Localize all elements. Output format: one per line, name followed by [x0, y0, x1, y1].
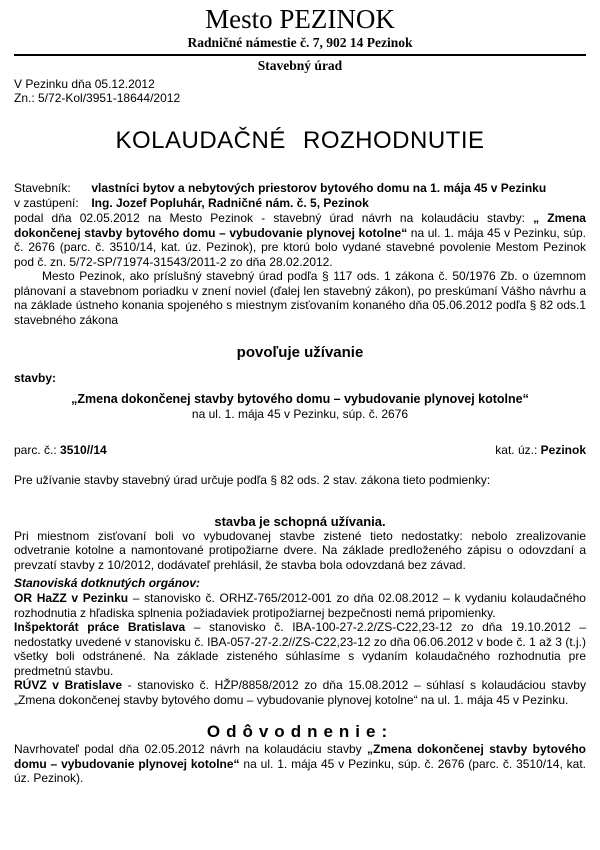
construction-location: na ul. 1. mája 45 v Pezinku, súp. č. 2676 — [191, 407, 409, 421]
justification-text-start: Navrhovateľ podal dňa 02.05.2012 návrh na kolaudáciu stavby — [14, 742, 368, 756]
paragraph-opinion-inspektorat — [14, 620, 586, 678]
builder-label: Stavebník: — [14, 181, 71, 195]
cadastre-cell — [495, 443, 586, 458]
paragraph-authority: Mesto Pezinok, ako príslušný stavebný úrad podľa § 117 ods. 1 zákona č. 50/1976 Zb. o územnom plánovaní a stavebnom poriadku v znení noviel (ďalej len stavebný zákon), po preskúmaní Vášho návrhu a na základe ústneho konania spojeného s miestnym zisťovaním konaného dňa 05.06.2012 podľa § 82 ods.1 stavebného zákona — [14, 269, 586, 327]
cadastre-label: kat. úz.: — [495, 442, 541, 457]
justification-construction-name: „Zmena dokončenej stavby bytového domu – vybudovanie plynovej kotolne“ — [14, 742, 587, 771]
document-meta — [14, 77, 586, 105]
inspektorat-authority-name: Inšpektorát práce Bratislava — [14, 620, 186, 634]
permit-heading: povoľuje užívanie — [236, 344, 364, 361]
parcel-row — [14, 443, 586, 458]
paragraph-opinion-ruvz — [14, 678, 586, 707]
document-title: KOLAUDAČNÉ ROZHODNUTIE — [115, 127, 485, 154]
application-text-end: na ul. 1. mája 45 v Pezinku, súp. č. 2676 (parc. č. 3510/14, kat. úz. Pezinok), pre ktorú bolo vydané stavebné povolenie Mestom Pezinok pod č. zn. 5/72-SP/71974-31543/2011-2 zo dňa 28.02.2012. — [14, 225, 587, 269]
orhazz-authority-name: OR HaZZ v Pezinku — [14, 591, 129, 605]
place-date: V Pezinku dňa 05.12.2012 — [14, 77, 155, 91]
city-address: Radničné námestie č. 7, 902 14 Pezinok — [187, 35, 413, 50]
parties-block — [14, 181, 586, 211]
application-text-start: podal dňa 02.05.2012 na Mesto Pezinok - stavebný úrad návrh na kolaudáciu stavby: — [14, 211, 534, 225]
paragraph-findings: Pri miestnom zisťovaní boli vo vybudovanej stavbe zistené tieto nedostatky: nebolo zrealizovanie odvetranie kotolne a namontované protipožiarne dvere. Na základe predloženého zápisu o odovzdaní a prevzatí stavby z 10/2012, dodávateľ prehlásil, že stavba bola odovzdaná bez závad. — [14, 528, 586, 572]
paragraph-opinion-orhazz — [14, 591, 586, 620]
header-divider — [14, 54, 586, 56]
builder-value: vlastníci bytov a nebytových priestorov bytového domu na 1. mája 45 v Pezinku — [91, 181, 547, 195]
ruvz-authority-name: RÚVZ v Bratislave — [14, 678, 122, 692]
representative-value: Ing. Jozef Popluhár, Radničné nám. č. 5, Pezinok — [91, 196, 369, 210]
orhazz-opinion-text: – stanovisko č. ORHZ-765/2012-001 zo dňa 02.08.2012 – k vydaniu kolaudačného rozhodnutia z hľadiska splnenia požiadaviek protipožiarnej bezpečnosti nemá pripomienky. — [14, 591, 586, 620]
parcel-cell — [14, 443, 107, 458]
permit-of-label: stavby: — [14, 371, 57, 385]
representative-label: v zastúpení: — [14, 196, 79, 210]
justification-text-end: na ul. 1. mája 45 v Pezinku, súp. č. 2676 (parc. č. 3510/14, kat. úz. Pezinok). — [14, 756, 587, 785]
ruvz-opinion-text: - stanovisko č. HŽP/8858/2012 zo dňa 15.08.2012 – súhlasí s kolaudáciou stavby „Zmena dokončenej stavby bytového domu – vybudovanie plynovej kotolne“ na ul. 1. mája 45 v Pezinku. — [14, 678, 586, 707]
representative-row — [14, 196, 586, 211]
document-header — [14, 4, 586, 73]
opinions-heading: Stanoviská dotknutých orgánov: — [14, 576, 201, 590]
parcel-label: parc. č.: — [14, 442, 61, 457]
parcel-number: 3510//14 — [60, 442, 107, 457]
construction-name: „Zmena dokončenej stavby bytového domu – vybudovanie plynovej kotolne“ — [71, 392, 529, 406]
inspektorat-opinion-text: – stanovisko č. IBA-100-27-2.2/ZS-C22,23-12 zo dňa 19.10.2012 – nedostatky uvedené v stanovisku č. IBA-057-27-2.2//ZS-C22,23-12 zo dňa 06.06.2012 v bode č. 1 až 3 (t.j.) všetky boli odstránené. Na základe zisteného súhlasíme s vydaním kolaudačného rozhodnutia pre predmetnú stavbu. — [14, 620, 586, 678]
builder-row — [14, 181, 586, 196]
reference-number: Zn.: 5/72-Kol/3951-18644/2012 — [14, 91, 181, 105]
city-title: Mesto PEZINOK — [205, 4, 395, 34]
paragraph-application — [14, 211, 586, 269]
justification-heading: Odôvodnenie: — [206, 722, 394, 741]
conditions-intro: Pre užívanie stavby stavebný úrad určuje podľa § 82 ods. 2 stav. zákona tieto podmienky: — [14, 472, 491, 487]
application-construction-name: „ Zmena dokončenej stavby bytového domu – vybudovanie plynovej kotolne“ — [14, 211, 586, 240]
paragraph-justification — [14, 742, 586, 786]
cadastre-value: Pezinok — [540, 442, 586, 457]
usability-statement: stavba je schopná užívania. — [214, 513, 386, 529]
office-name: Stavebný úrad — [257, 58, 343, 73]
